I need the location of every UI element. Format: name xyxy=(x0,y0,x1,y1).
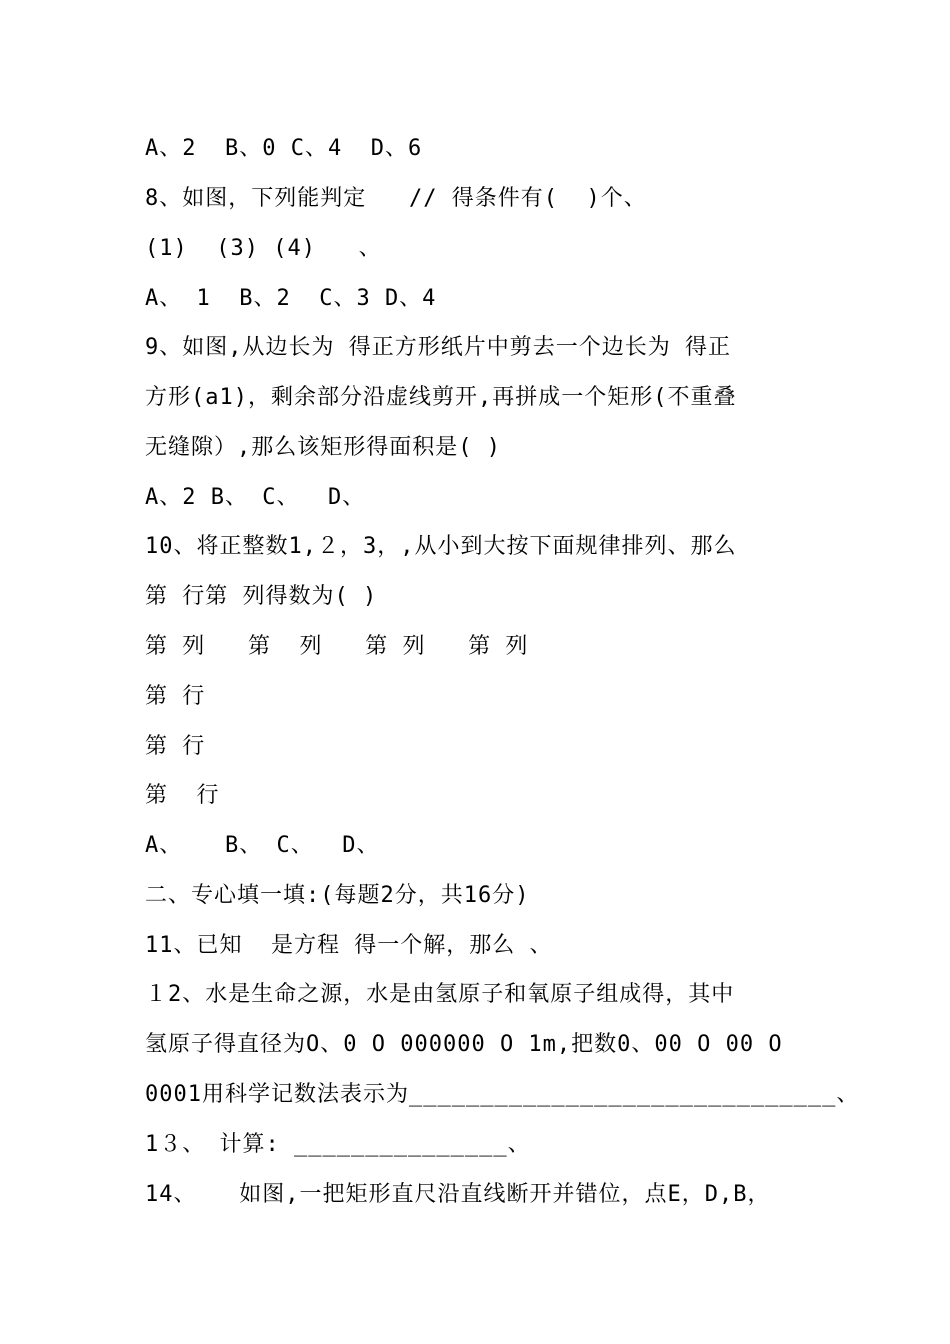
section-2-heading: 二、专心填一填:(每题2分，共16分) xyxy=(145,883,530,908)
q9-stem-line1: 9、如图,从边长为 得正方形纸片中剪去一个边长为 得正 xyxy=(145,335,731,360)
q10-column-headers: 第 列 第 列 第 列 第 列 xyxy=(145,634,529,659)
q13-stem: 1３、 计算: _______________、 xyxy=(145,1132,531,1157)
q11-stem: 11、已知 是方程 得一个解，那么 、 xyxy=(145,933,553,958)
q9-options: A、2 B、 C、 D、 xyxy=(145,485,366,510)
q9-stem-line2: 方形(a1)，剩余部分沿虚线剪开,再拼成一个矩形(不重叠 xyxy=(145,385,737,410)
q10-row-3: 第 行 xyxy=(145,783,220,808)
q12-stem-line2: 氢原子得直径为O、0 O 000000 O 1m,把数0、00 O 00 O xyxy=(145,1032,783,1057)
q8-stem: 8、如图，下列能判定 // 得条件有( )个、 xyxy=(145,186,647,211)
q10-row-1: 第 行 xyxy=(145,684,206,709)
q10-options: A、 B、 C、 D、 xyxy=(145,833,380,858)
q8-conditions: (1) (3) (4) 、 xyxy=(145,236,382,261)
q10-row-2: 第 行 xyxy=(145,734,206,759)
q9-stem-line3: 无缝隙）,那么该矩形得面积是( ) xyxy=(145,435,501,460)
q10-stem-line2: 第 行第 列得数为( ) xyxy=(145,584,378,609)
q10-stem-line1: 10、将正整数1,２，3，,从小到大按下面规律排列、那么 xyxy=(145,534,737,559)
q12-stem-line1: １2、水是生命之源，水是由氢原子和氧原子组成得，其中 xyxy=(145,982,735,1007)
q14-stem: 14、 如图,一把矩形直尺沿直线断开并错位，点E，D,B， xyxy=(145,1182,771,1207)
q7-options: A、2 B、0 C、4 D、6 xyxy=(145,136,423,161)
q12-stem-line3: 0001用科学记数法表示为______________________________、 xyxy=(145,1082,860,1107)
q8-options: A、 1 B、2 C、3 D、4 xyxy=(145,286,437,311)
